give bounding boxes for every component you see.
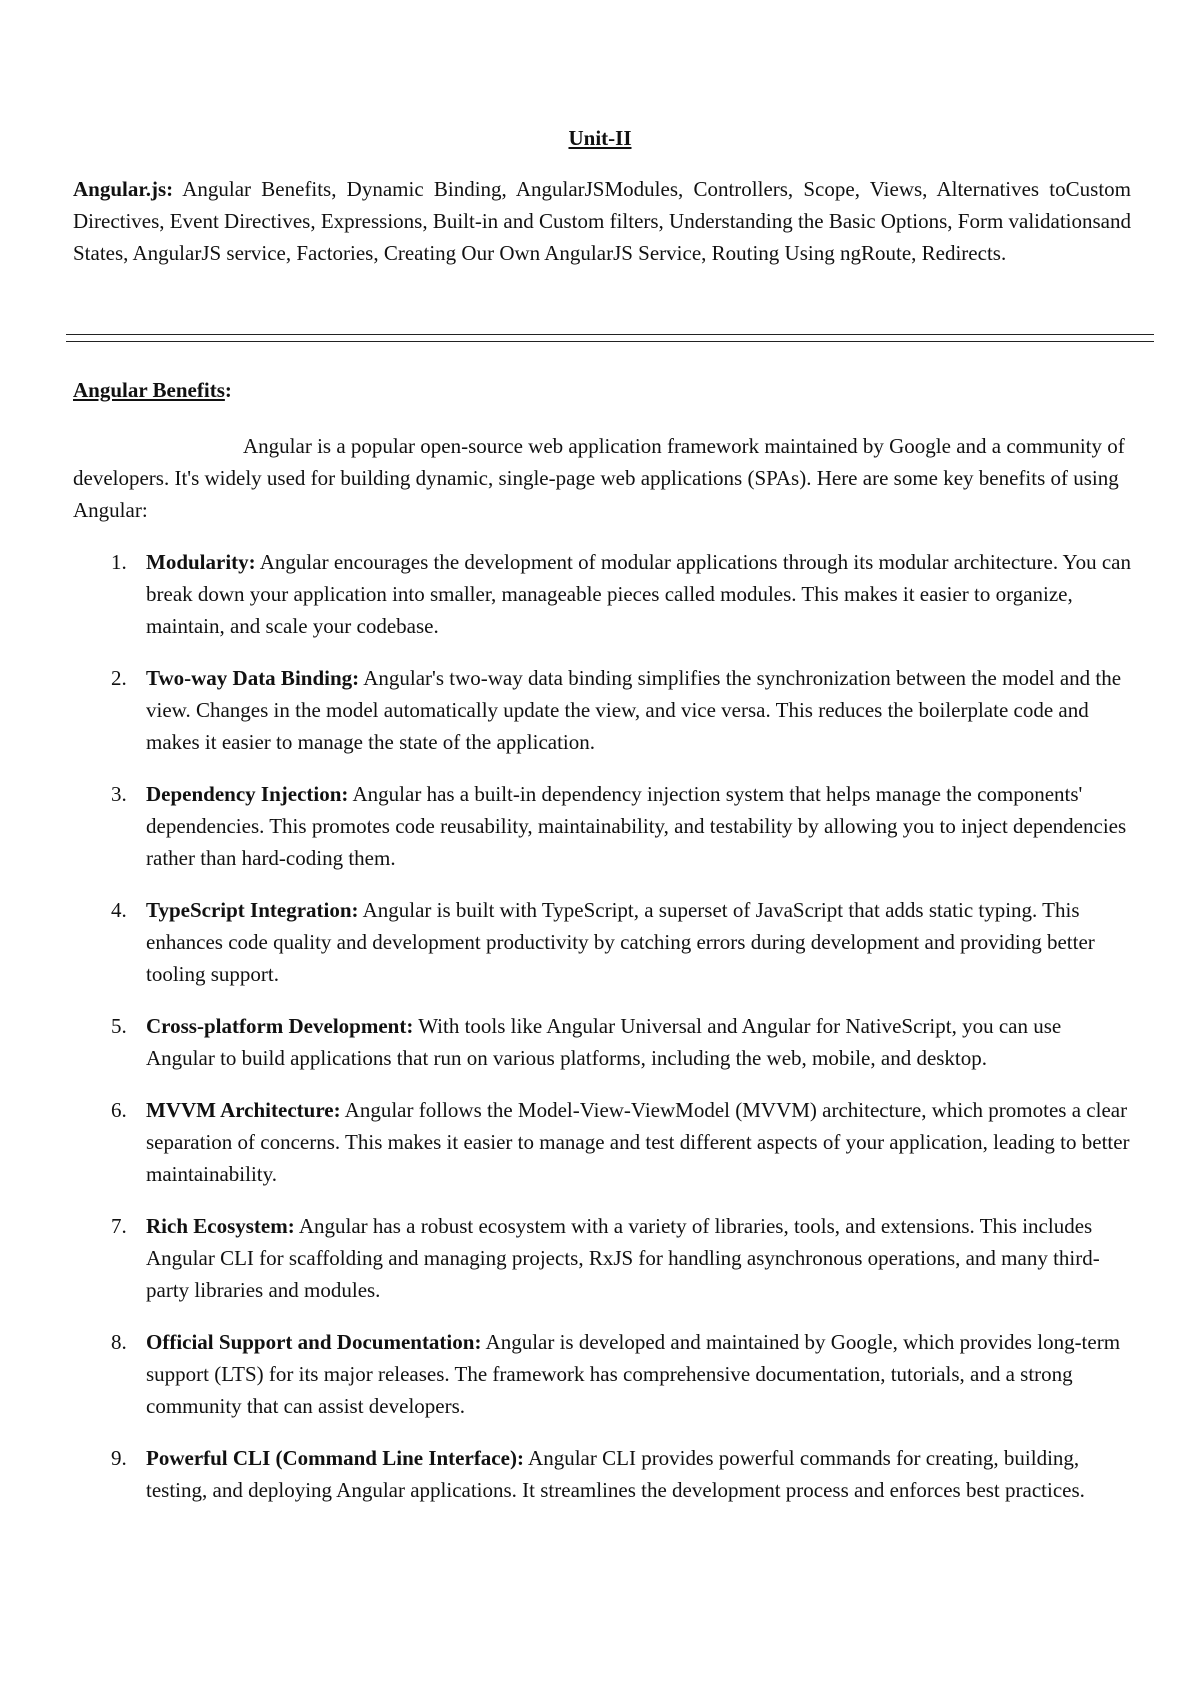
benefit-number: 5. — [111, 1014, 127, 1038]
benefit-item-cross-platform — [73, 1010, 1131, 1074]
benefit-item-typescript — [73, 894, 1131, 990]
benefit-text: Angular has a built-in dependency injection system that helps manage the components' dependencies. This promotes code reusability, maintainability, and testability by allowing you to inject dependencies rather than hard-coding them. — [146, 782, 1127, 870]
divider-line-bottom — [66, 341, 1154, 342]
benefit-text: Angular CLI provides powerful commands for creating, building, testing, and deploying Angular applications. It streamlines the development process and enforces best practices. — [146, 1446, 1085, 1502]
benefit-term: Powerful CLI (Command Line Interface): — [146, 1446, 524, 1470]
benefit-text: Angular's two-way data binding simplifies the synchronization between the model and the view. Changes in the model automatically update the view, and vice versa. This reduces the boilerplate code and makes it easier to manage the state of the application. — [146, 666, 1122, 754]
benefit-number: 9. — [111, 1446, 127, 1470]
benefits-list — [73, 546, 1131, 1526]
section-heading-text: Angular Benefits — [73, 378, 225, 402]
unit-title: Unit-II — [568, 126, 632, 150]
benefit-term: Dependency Injection: — [146, 782, 349, 806]
benefit-item-mvvm — [73, 1094, 1131, 1190]
benefit-text: Angular encourages the development of modular applications through its modular architecture. You can break down your application into smaller, manageable pieces called modules. This makes it easier to organize, maintain, and scale your codebase. — [146, 550, 1132, 638]
benefit-item-rich-ecosystem — [73, 1210, 1131, 1306]
benefit-number: 3. — [111, 782, 127, 806]
benefit-number: 2. — [111, 666, 127, 690]
benefit-item-modularity — [73, 546, 1131, 642]
benefit-text: Angular has a robust ecosystem with a variety of libraries, tools, and extensions. This includes Angular CLI for scaffolding and managing projects, RxJS for handling asynchronous operations, and many third-party libraries and modules. — [146, 1214, 1100, 1302]
benefit-text: Angular is developed and maintained by Google, which provides long-term support (LTS) for its major releases. The framework has comprehensive documentation, tutorials, and a strong community that can assist developers. — [146, 1330, 1121, 1418]
intro-paragraph: Angular is a popular open-source web application framework maintained by Google and a community of developers. It's widely used for building dynamic, single-page web applications (SPAs). Here are some key benefits of using Angular: — [73, 434, 1125, 522]
benefit-term: Cross-platform Development: — [146, 1014, 414, 1038]
benefit-term: Rich Ecosystem: — [146, 1214, 295, 1238]
benefit-number: 1. — [111, 550, 127, 574]
syllabus-text: Angular Benefits, Dynamic Binding, AngularJSModules, Controllers, Scope, Views, Alternatives toCustom Directives, Event Directives, Expressions, Built-in and Custom filters, Understanding the Basic Options, Form validationsand States, AngularJS service, Factories, Creating Our Own AngularJS Service, Routing Using ngRoute, Redirects. — [73, 177, 1131, 265]
benefit-text: Angular follows the Model-View-ViewModel (MVVM) architecture, which promotes a clear separation of concerns. This makes it easier to manage and test different aspects of your application, leading to better maintainability. — [146, 1098, 1130, 1186]
benefit-term: Two-way Data Binding: — [146, 666, 360, 690]
benefit-text: Angular is built with TypeScript, a superset of JavaScript that adds static typing. This enhances code quality and development productivity by catching errors during development and providing better tooling support. — [146, 898, 1095, 986]
benefit-item-powerful-cli — [73, 1442, 1131, 1506]
benefit-term: Official Support and Documentation: — [146, 1330, 482, 1354]
benefit-item-two-way-binding — [73, 662, 1131, 758]
benefit-term: MVVM Architecture: — [146, 1098, 341, 1122]
benefit-number: 7. — [111, 1214, 127, 1238]
benefit-number: 8. — [111, 1330, 127, 1354]
syllabus-lead: Angular.js: — [73, 177, 174, 201]
benefit-term: Modularity: — [146, 550, 256, 574]
benefit-item-dependency-injection — [73, 778, 1131, 874]
section-heading-colon: : — [224, 378, 232, 402]
benefit-text: With tools like Angular Universal and Angular for NativeScript, you can use Angular to build applications that run on various platforms, including the web, mobile, and desktop. — [146, 1014, 1062, 1070]
divider-line-top — [66, 334, 1154, 335]
benefit-item-official-support — [73, 1326, 1131, 1422]
syllabus-paragraph — [73, 173, 1131, 269]
benefit-number: 6. — [111, 1098, 127, 1122]
benefit-term: TypeScript Integration: — [146, 898, 359, 922]
benefit-number: 4. — [111, 898, 127, 922]
section-heading — [73, 378, 232, 403]
